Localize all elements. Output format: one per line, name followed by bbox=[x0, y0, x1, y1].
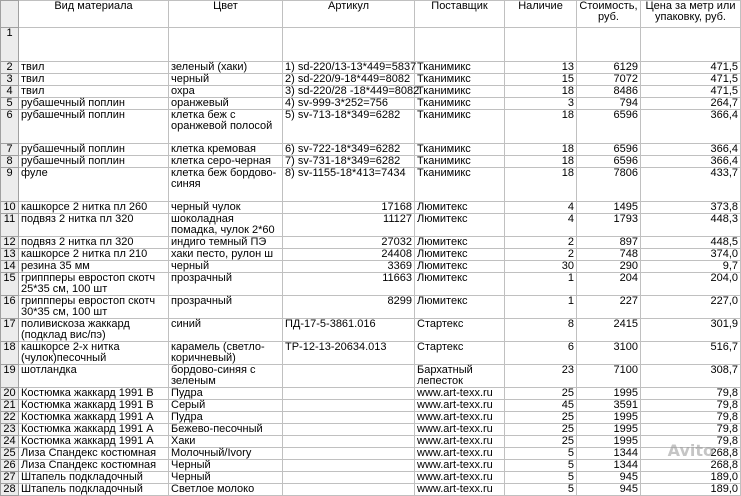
cell-material[interactable]: гриппперы евростоп скотч 25*35 см, 100 шт bbox=[19, 273, 169, 296]
cell-article[interactable]: ПД-17-5-3861.016 bbox=[283, 319, 415, 342]
row-number[interactable]: 8 bbox=[1, 156, 19, 168]
cell-color[interactable]: Черный bbox=[169, 460, 283, 472]
cell-article[interactable]: 6) sv-722-18*349=6282 bbox=[283, 144, 415, 156]
cell-color[interactable]: клетка кремовая bbox=[169, 144, 283, 156]
cell-material[interactable]: Лиза Спандекс костюмная bbox=[19, 448, 169, 460]
cell-cost[interactable]: 3591 bbox=[577, 400, 641, 412]
cell-qty[interactable]: 18 bbox=[505, 156, 577, 168]
cell-cost[interactable]: 2415 bbox=[577, 319, 641, 342]
table-row bbox=[1, 460, 741, 472]
cell-supplier[interactable]: www.art-texx.ru bbox=[415, 412, 505, 424]
row-number[interactable]: 1 bbox=[1, 28, 19, 62]
cell-supplier[interactable] bbox=[415, 28, 505, 62]
cell-material[interactable]: твил bbox=[19, 86, 169, 98]
row-number[interactable]: 5 bbox=[1, 98, 19, 110]
cell-qty[interactable]: 18 bbox=[505, 86, 577, 98]
cell-cost[interactable]: 1495 bbox=[577, 202, 641, 214]
cell-price[interactable]: 374,0 bbox=[641, 249, 741, 261]
cell-cost[interactable]: 227 bbox=[577, 296, 641, 319]
cell-qty[interactable]: 5 bbox=[505, 460, 577, 472]
cell-qty[interactable]: 18 bbox=[505, 168, 577, 202]
cell-qty[interactable] bbox=[505, 28, 577, 62]
cell-price[interactable]: 189,0 bbox=[641, 472, 741, 484]
cell-color[interactable]: зеленый (хаки) bbox=[169, 62, 283, 74]
cell-article[interactable] bbox=[283, 28, 415, 62]
cell-price[interactable]: 471,5 bbox=[641, 86, 741, 98]
row-number[interactable]: 11 bbox=[1, 214, 19, 237]
table-row bbox=[1, 74, 741, 86]
row-number[interactable]: 2 bbox=[1, 62, 19, 74]
cell-price[interactable] bbox=[641, 28, 741, 62]
cell-qty[interactable]: 8 bbox=[505, 319, 577, 342]
cell-price[interactable]: 79,8 bbox=[641, 436, 741, 448]
cell-color[interactable]: индиго темный ПЭ bbox=[169, 237, 283, 249]
row-number[interactable]: 22 bbox=[1, 412, 19, 424]
cell-material[interactable]: гриппперы евростоп скотч 30*35 см, 100 шт bbox=[19, 296, 169, 319]
row-number[interactable]: 10 bbox=[1, 202, 19, 214]
cell-color[interactable]: прозрачный bbox=[169, 296, 283, 319]
cell-material[interactable]: твил bbox=[19, 74, 169, 86]
cell-supplier[interactable]: www.art-texx.ru bbox=[415, 424, 505, 436]
cell-qty[interactable]: 25 bbox=[505, 436, 577, 448]
cell-article[interactable]: 8) sv-1155-18*413=7434 bbox=[283, 168, 415, 202]
cell-qty[interactable]: 6 bbox=[505, 342, 577, 365]
table-row bbox=[1, 86, 741, 98]
cell-supplier[interactable]: Тканимикс bbox=[415, 110, 505, 144]
cell-material[interactable]: Костюмка жаккард 1991 А bbox=[19, 436, 169, 448]
cell-color[interactable]: клетка серо-черная bbox=[169, 156, 283, 168]
cell-supplier[interactable]: www.art-texx.ru bbox=[415, 436, 505, 448]
table-row bbox=[1, 156, 741, 168]
cell-qty[interactable]: 25 bbox=[505, 388, 577, 400]
cell-qty[interactable]: 3 bbox=[505, 98, 577, 110]
cell-material[interactable]: Лиза Спандекс костюмная bbox=[19, 460, 169, 472]
cell-article[interactable] bbox=[283, 388, 415, 400]
cell-color[interactable]: Бежево-песочный bbox=[169, 424, 283, 436]
cell-supplier[interactable]: www.art-texx.ru bbox=[415, 448, 505, 460]
row-number[interactable]: 21 bbox=[1, 400, 19, 412]
header-material[interactable]: Вид материала bbox=[19, 1, 169, 28]
cell-qty[interactable]: 30 bbox=[505, 261, 577, 273]
cell-supplier[interactable]: Люмитекс bbox=[415, 249, 505, 261]
cell-color[interactable] bbox=[169, 28, 283, 62]
table-row bbox=[1, 214, 741, 237]
cell-cost[interactable]: 1995 bbox=[577, 436, 641, 448]
header-qty[interactable]: Наличие bbox=[505, 1, 577, 28]
cell-article[interactable]: 3) sd-220/28 -18*449=8082 bbox=[283, 86, 415, 98]
cell-color[interactable]: Черный bbox=[169, 472, 283, 484]
cell-qty[interactable]: 18 bbox=[505, 110, 577, 144]
cell-material[interactable]: Штапель подкладочный bbox=[19, 484, 169, 496]
cell-qty[interactable]: 1 bbox=[505, 273, 577, 296]
cell-supplier[interactable]: www.art-texx.ru bbox=[415, 484, 505, 496]
cell-cost[interactable]: 7100 bbox=[577, 365, 641, 388]
row-number[interactable]: 3 bbox=[1, 74, 19, 86]
row-number[interactable]: 13 bbox=[1, 249, 19, 261]
cell-qty[interactable]: 18 bbox=[505, 144, 577, 156]
cell-material[interactable]: рубашечный поплин bbox=[19, 156, 169, 168]
cell-color[interactable]: Серый bbox=[169, 400, 283, 412]
cell-material[interactable]: твил bbox=[19, 62, 169, 74]
cell-material[interactable]: подвяз 2 нитка пл 320 bbox=[19, 237, 169, 249]
cell-article[interactable]: 11663 bbox=[283, 273, 415, 296]
cell-price[interactable]: 301,9 bbox=[641, 319, 741, 342]
cell-supplier[interactable]: www.art-texx.ru bbox=[415, 472, 505, 484]
cell-qty[interactable]: 45 bbox=[505, 400, 577, 412]
cell-article[interactable] bbox=[283, 365, 415, 388]
cell-price[interactable]: 366,4 bbox=[641, 156, 741, 168]
cell-cost[interactable]: 3100 bbox=[577, 342, 641, 365]
cell-cost[interactable]: 290 bbox=[577, 261, 641, 273]
row-number[interactable]: 27 bbox=[1, 472, 19, 484]
cell-cost[interactable]: 945 bbox=[577, 472, 641, 484]
cell-cost[interactable]: 6596 bbox=[577, 110, 641, 144]
cell-supplier[interactable]: Тканимикс bbox=[415, 98, 505, 110]
row-number[interactable]: 14 bbox=[1, 261, 19, 273]
row-number[interactable]: 28 bbox=[1, 484, 19, 496]
row-number[interactable]: 20 bbox=[1, 388, 19, 400]
cell-color[interactable]: клетка беж с оранжевой полосой bbox=[169, 110, 283, 144]
table-row bbox=[1, 342, 741, 365]
cell-qty[interactable]: 4 bbox=[505, 202, 577, 214]
header-row bbox=[1, 1, 741, 28]
row-number[interactable]: 25 bbox=[1, 448, 19, 460]
cell-material[interactable]: фуле bbox=[19, 168, 169, 202]
cell-article[interactable] bbox=[283, 436, 415, 448]
cell-material[interactable]: кашкорсе 2 нитка пл 260 bbox=[19, 202, 169, 214]
cell-article[interactable]: 5) sv-713-18*349=6282 bbox=[283, 110, 415, 144]
cell-article[interactable]: 4) sv-999-3*252=756 bbox=[283, 98, 415, 110]
row-number[interactable]: 16 bbox=[1, 296, 19, 319]
cell-article[interactable]: 11127 bbox=[283, 214, 415, 237]
cell-article[interactable]: 27032 bbox=[283, 237, 415, 249]
cell-material[interactable]: кашкорсе 2-х нитка (чулок)песочный bbox=[19, 342, 169, 365]
cell-price[interactable]: 308,7 bbox=[641, 365, 741, 388]
cell-cost[interactable]: 1995 bbox=[577, 388, 641, 400]
cell-material[interactable]: резина 35 мм bbox=[19, 261, 169, 273]
cell-qty[interactable]: 1 bbox=[505, 296, 577, 319]
table-row bbox=[1, 424, 741, 436]
cell-article[interactable]: 24408 bbox=[283, 249, 415, 261]
cell-supplier[interactable]: Тканимикс bbox=[415, 156, 505, 168]
table-row bbox=[1, 412, 741, 424]
cell-material[interactable]: шотландка bbox=[19, 365, 169, 388]
cell-supplier[interactable]: www.art-texx.ru bbox=[415, 400, 505, 412]
cell-supplier[interactable]: Тканимикс bbox=[415, 144, 505, 156]
cell-price[interactable]: 268,8 bbox=[641, 448, 741, 460]
cell-cost[interactable]: 748 bbox=[577, 249, 641, 261]
cell-price[interactable]: 471,5 bbox=[641, 74, 741, 86]
cell-cost[interactable]: 8486 bbox=[577, 86, 641, 98]
table-row bbox=[1, 237, 741, 249]
cell-cost[interactable]: 1995 bbox=[577, 424, 641, 436]
table-row bbox=[1, 436, 741, 448]
cell-color[interactable]: Светлое молоко bbox=[169, 484, 283, 496]
cell-color[interactable]: клетка беж бордово-синяя bbox=[169, 168, 283, 202]
cell-article[interactable] bbox=[283, 424, 415, 436]
cell-cost[interactable]: 7806 bbox=[577, 168, 641, 202]
cell-cost[interactable]: 1344 bbox=[577, 448, 641, 460]
cell-cost[interactable] bbox=[577, 28, 641, 62]
cell-article[interactable]: 1) sd-220/13-13*449=5837 bbox=[283, 62, 415, 74]
cell-material[interactable]: рубашечный поплин bbox=[19, 144, 169, 156]
avito-watermark: Avito bbox=[667, 441, 714, 460]
cell-qty[interactable]: 5 bbox=[505, 448, 577, 460]
cell-article[interactable] bbox=[283, 484, 415, 496]
row-number[interactable]: 19 bbox=[1, 365, 19, 388]
cell-supplier[interactable]: Стартекс bbox=[415, 319, 505, 342]
cell-color[interactable]: охра bbox=[169, 86, 283, 98]
cell-material[interactable]: Штапель подкладочный bbox=[19, 472, 169, 484]
cell-cost[interactable]: 204 bbox=[577, 273, 641, 296]
header-price[interactable]: Цена за метр или упаковку, руб. bbox=[641, 1, 741, 28]
cell-article[interactable] bbox=[283, 400, 415, 412]
table-row bbox=[1, 144, 741, 156]
cell-material[interactable]: Костюмка жаккард 1991 В bbox=[19, 400, 169, 412]
cell-cost[interactable]: 7072 bbox=[577, 74, 641, 86]
cell-price[interactable]: 448,5 bbox=[641, 237, 741, 249]
table-row bbox=[1, 388, 741, 400]
cell-article[interactable]: 17168 bbox=[283, 202, 415, 214]
cell-material[interactable]: Костюмка жаккард 1991 А bbox=[19, 412, 169, 424]
cell-color[interactable]: оранжевый bbox=[169, 98, 283, 110]
header-supplier[interactable]: Поставщик bbox=[415, 1, 505, 28]
cell-cost[interactable]: 1344 bbox=[577, 460, 641, 472]
cell-article[interactable] bbox=[283, 472, 415, 484]
cell-material[interactable]: Костюмка жаккард 1991 А bbox=[19, 424, 169, 436]
cell-material[interactable]: кашкорсе 2 нитка пл 210 bbox=[19, 249, 169, 261]
cell-price[interactable]: 366,4 bbox=[641, 110, 741, 144]
cell-supplier[interactable]: Тканимикс bbox=[415, 86, 505, 98]
row-number[interactable]: 18 bbox=[1, 342, 19, 365]
cell-color[interactable]: хаки песто, рулон ш bbox=[169, 249, 283, 261]
cell-qty[interactable]: 13 bbox=[505, 62, 577, 74]
table-row bbox=[1, 98, 741, 110]
cell-price[interactable]: 204,0 bbox=[641, 273, 741, 296]
cell-supplier[interactable]: www.art-texx.ru bbox=[415, 460, 505, 472]
cell-material[interactable] bbox=[19, 28, 169, 62]
cell-supplier[interactable]: Тканимикс bbox=[415, 62, 505, 74]
cell-material[interactable]: подвяз 2 нитка пл 320 bbox=[19, 214, 169, 237]
table-row bbox=[1, 28, 741, 62]
cell-price[interactable]: 227,0 bbox=[641, 296, 741, 319]
cell-price[interactable]: 9,7 bbox=[641, 261, 741, 273]
cell-price[interactable]: 79,8 bbox=[641, 412, 741, 424]
row-number[interactable]: 9 bbox=[1, 168, 19, 202]
row-number[interactable]: 23 bbox=[1, 424, 19, 436]
table-row bbox=[1, 472, 741, 484]
cell-qty[interactable]: 25 bbox=[505, 412, 577, 424]
cell-cost[interactable]: 1793 bbox=[577, 214, 641, 237]
cell-cost[interactable]: 1995 bbox=[577, 412, 641, 424]
row-number[interactable]: 26 bbox=[1, 460, 19, 472]
cell-supplier[interactable]: Люмитекс bbox=[415, 261, 505, 273]
row-number[interactable]: 12 bbox=[1, 237, 19, 249]
table-row bbox=[1, 202, 741, 214]
cell-supplier[interactable]: Люмитекс bbox=[415, 237, 505, 249]
cell-price[interactable]: 79,8 bbox=[641, 424, 741, 436]
cell-price[interactable]: 79,8 bbox=[641, 400, 741, 412]
cell-supplier[interactable]: Люмитекс bbox=[415, 202, 505, 214]
row-number[interactable]: 4 bbox=[1, 86, 19, 98]
cell-article[interactable] bbox=[283, 460, 415, 472]
row-number[interactable]: 15 bbox=[1, 273, 19, 296]
cell-price[interactable]: 268,8 bbox=[641, 460, 741, 472]
cell-color[interactable]: шоколадная помадка, чулок 2*60 bbox=[169, 214, 283, 237]
cell-price[interactable]: 516,7 bbox=[641, 342, 741, 365]
cell-color[interactable]: черный чулок bbox=[169, 202, 283, 214]
cell-supplier[interactable]: Люмитекс bbox=[415, 296, 505, 319]
table-row bbox=[1, 484, 741, 496]
row-number[interactable]: 6 bbox=[1, 110, 19, 144]
cell-qty[interactable]: 15 bbox=[505, 74, 577, 86]
cell-price[interactable]: 471,5 bbox=[641, 62, 741, 74]
cell-qty[interactable]: 2 bbox=[505, 237, 577, 249]
header-article[interactable]: Артикул bbox=[283, 1, 415, 28]
cell-supplier[interactable]: Люмитекс bbox=[415, 214, 505, 237]
cell-supplier[interactable]: Тканимикс bbox=[415, 168, 505, 202]
cell-supplier[interactable]: www.art-texx.ru bbox=[415, 388, 505, 400]
cell-cost[interactable]: 6596 bbox=[577, 144, 641, 156]
header-color[interactable]: Цвет bbox=[169, 1, 283, 28]
table-row bbox=[1, 400, 741, 412]
cell-article[interactable]: 7) sv-731-18*349=6282 bbox=[283, 156, 415, 168]
cell-article[interactable]: 2) sd-220/9-18*449=8082 bbox=[283, 74, 415, 86]
table-row bbox=[1, 365, 741, 388]
cell-article[interactable] bbox=[283, 448, 415, 460]
table-row bbox=[1, 110, 741, 144]
cell-material[interactable]: рубашечный поплин bbox=[19, 98, 169, 110]
cell-article[interactable] bbox=[283, 412, 415, 424]
cell-article[interactable]: 3369 bbox=[283, 261, 415, 273]
cell-qty[interactable]: 4 bbox=[505, 214, 577, 237]
row-number[interactable]: 24 bbox=[1, 436, 19, 448]
corner-cell bbox=[1, 1, 19, 28]
cell-supplier[interactable]: Стартекс bbox=[415, 342, 505, 365]
table-row bbox=[1, 261, 741, 273]
table-row bbox=[1, 448, 741, 460]
cell-material[interactable]: Костюмка жаккард 1991 В bbox=[19, 388, 169, 400]
table-row bbox=[1, 273, 741, 296]
cell-cost[interactable]: 6129 bbox=[577, 62, 641, 74]
cell-supplier[interactable]: Люмитекс bbox=[415, 273, 505, 296]
cell-material[interactable]: рубашечный поплин bbox=[19, 110, 169, 144]
cell-color[interactable]: черный bbox=[169, 74, 283, 86]
cell-cost[interactable]: 794 bbox=[577, 98, 641, 110]
row-number[interactable]: 7 bbox=[1, 144, 19, 156]
cell-material[interactable]: поливискоза жаккард (подклад вис/пэ) bbox=[19, 319, 169, 342]
cell-color[interactable]: черный bbox=[169, 261, 283, 273]
cell-price[interactable]: 373,8 bbox=[641, 202, 741, 214]
cell-color[interactable]: Хаки bbox=[169, 436, 283, 448]
cell-price[interactable]: 189,0 bbox=[641, 484, 741, 496]
table-row bbox=[1, 168, 741, 202]
table-row bbox=[1, 319, 741, 342]
header-cost[interactable]: Стоимость, руб. bbox=[577, 1, 641, 28]
cell-cost[interactable]: 897 bbox=[577, 237, 641, 249]
table-row bbox=[1, 249, 741, 261]
cell-color[interactable]: синий bbox=[169, 319, 283, 342]
cell-qty[interactable]: 25 bbox=[505, 424, 577, 436]
table-row bbox=[1, 296, 741, 319]
cell-price[interactable]: 448,3 bbox=[641, 214, 741, 237]
cell-supplier[interactable]: Тканимикс bbox=[415, 74, 505, 86]
row-number[interactable]: 17 bbox=[1, 319, 19, 342]
cell-qty[interactable]: 2 bbox=[505, 249, 577, 261]
cell-color[interactable]: Молочный/Ivory bbox=[169, 448, 283, 460]
cell-color[interactable]: прозрачный bbox=[169, 273, 283, 296]
cell-price[interactable]: 433,7 bbox=[641, 168, 741, 202]
cell-qty[interactable]: 5 bbox=[505, 472, 577, 484]
cell-color[interactable]: карамель (светло-коричневый) bbox=[169, 342, 283, 365]
cell-cost[interactable]: 945 bbox=[577, 484, 641, 496]
cell-article[interactable]: 8299 bbox=[283, 296, 415, 319]
cell-price[interactable]: 366,4 bbox=[641, 144, 741, 156]
table-row bbox=[1, 62, 741, 74]
cell-color[interactable]: Пудра bbox=[169, 388, 283, 400]
cell-color[interactable]: Пудра bbox=[169, 412, 283, 424]
cell-qty[interactable]: 23 bbox=[505, 365, 577, 388]
cell-cost[interactable]: 6596 bbox=[577, 156, 641, 168]
cell-color[interactable]: бордово-синяя с зеленым bbox=[169, 365, 283, 388]
cell-price[interactable]: 264,7 bbox=[641, 98, 741, 110]
cell-price[interactable]: 79,8 bbox=[641, 388, 741, 400]
cell-qty[interactable]: 5 bbox=[505, 484, 577, 496]
cell-article[interactable]: ТР-12-13-20634.013 bbox=[283, 342, 415, 365]
cell-supplier[interactable]: Бархатный лепесток bbox=[415, 365, 505, 388]
